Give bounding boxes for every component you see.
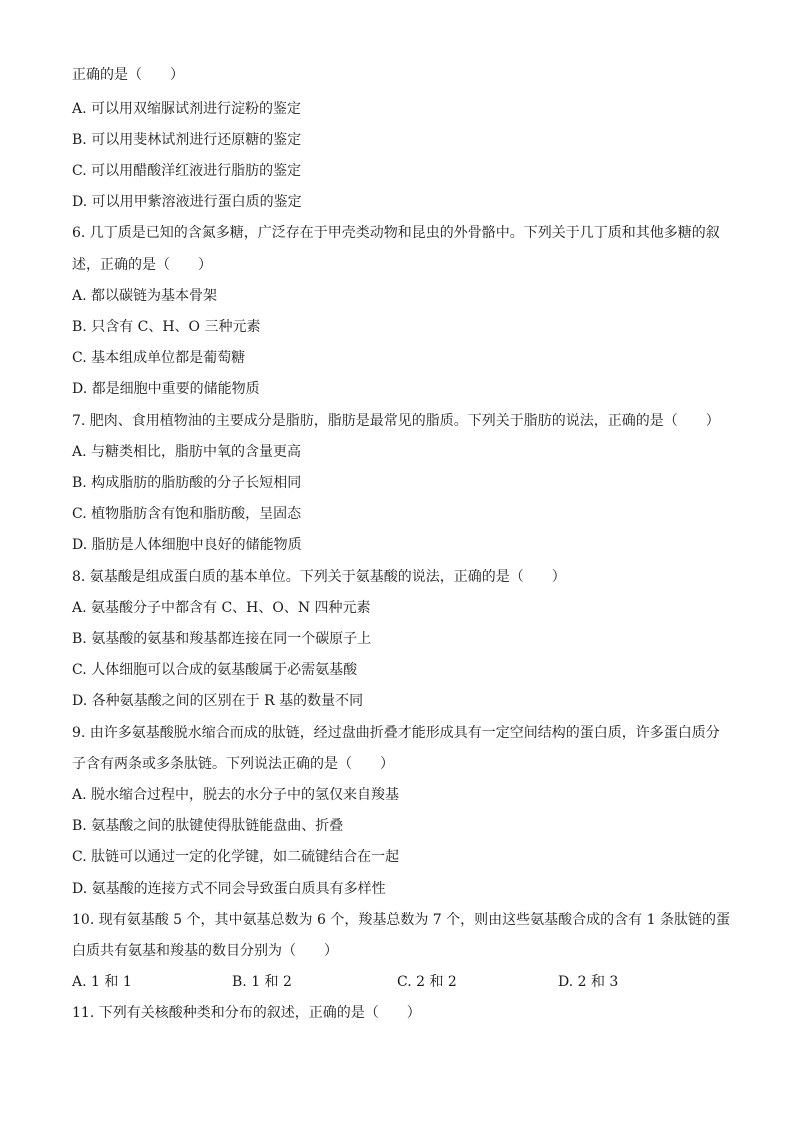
q9-option-c: C. 肽链可以通过一定的化学键，如二硫键结合在一起 — [72, 849, 400, 865]
q9-option-a: A. 脱水缩合过程中，脱去的水分子中的氢仅来自羧基 — [72, 787, 400, 803]
q7-option-d: D. 脂肪是人体细胞中良好的储能物质 — [72, 537, 302, 553]
q8-option-c: C. 人体细胞可以合成的氨基酸属于必需氨基酸 — [72, 662, 358, 678]
q5-option-c: C. 可以用醋酸洋红液进行脂肪的鉴定 — [72, 163, 302, 179]
q7-option-b: B. 构成脂肪的脂肪酸的分子长短相同 — [72, 475, 302, 491]
q9-option-d: D. 氨基酸的连接方式不同会导致蛋白质具有多样性 — [72, 881, 386, 897]
q6-option-d: D. 都是细胞中重要的储能物质 — [72, 381, 260, 397]
q10-option-b: B. 1 和 2 — [232, 974, 292, 990]
question-10-stem: 10. 现有氨基酸 5 个，其中氨基总数为 6 个，羧基总数为 7 个，则由这些氨基酸合成的含有 1 条肽链的蛋 — [72, 912, 730, 928]
question-7-stem: 7. 肥肉、食用植物油的主要成分是脂肪，脂肪是最常见的脂质。下列关于脂肪的说法，正确的是（ ） — [72, 413, 720, 429]
question-8-stem: 8. 氨基酸是组成蛋白质的基本单位。下列关于氨基酸的说法，正确的是（ ） — [72, 569, 566, 585]
q5-option-b: B. 可以用斐林试剂进行还原糖的鉴定 — [72, 132, 302, 148]
question-11-stem: 11. 下列有关核酸种类和分布的叙述，正确的是（ ） — [72, 1005, 421, 1021]
q8-option-b: B. 氨基酸的氨基和羧基都连接在同一个碳原子上 — [72, 631, 372, 647]
q5-option-d: D. 可以用甲紫溶液进行蛋白质的鉴定 — [72, 194, 302, 210]
question-5-stem-end: 正确的是（ ） — [72, 67, 184, 83]
q5-option-a: A. 可以用双缩脲试剂进行淀粉的鉴定 — [72, 101, 302, 117]
q6-option-a: A. 都以碳链为基本骨架 — [72, 288, 218, 304]
question-6-stem-cont: 述，正确的是（ ） — [72, 257, 212, 273]
q6-option-c: C. 基本组成单位都是葡萄糖 — [72, 350, 246, 366]
question-9-stem: 9. 由许多氨基酸脱水缩合而成的肽链，经过盘曲折叠才能形成具有一定空间结构的蛋白质，许多蛋白质分 — [72, 725, 720, 741]
q8-option-d: D. 各种氨基酸之间的区别在于 R 基的数量不同 — [72, 693, 364, 709]
q10-option-a: A. 1 和 1 — [72, 974, 132, 990]
question-9-stem-cont: 子含有两条或多条肽链。下列说法正确的是（ ） — [72, 756, 394, 772]
q7-option-a: A. 与糖类相比，脂肪中氧的含量更高 — [72, 444, 302, 460]
q10-option-c: C. 2 和 2 — [397, 974, 457, 990]
q7-option-c: C. 植物脂肪含有饱和脂肪酸，呈固态 — [72, 506, 302, 522]
q10-option-d: D. 2 和 3 — [558, 974, 619, 990]
question-10-stem-cont: 白质共有氨基和羧基的数目分别为（ ） — [72, 943, 338, 959]
question-6-stem: 6. 几丁质是已知的含氮多糖，广泛存在于甲壳类动物和昆虫的外骨骼中。下列关于几丁质和其他多糖的叙 — [72, 225, 720, 241]
q9-option-b: B. 氨基酸之间的肽键使得肽链能盘曲、折叠 — [72, 818, 344, 834]
q8-option-a: A. 氨基酸分子中都含有 C、H、O、N 四种元素 — [72, 600, 371, 616]
q6-option-b: B. 只含有 C、H、O 三种元素 — [72, 319, 261, 335]
